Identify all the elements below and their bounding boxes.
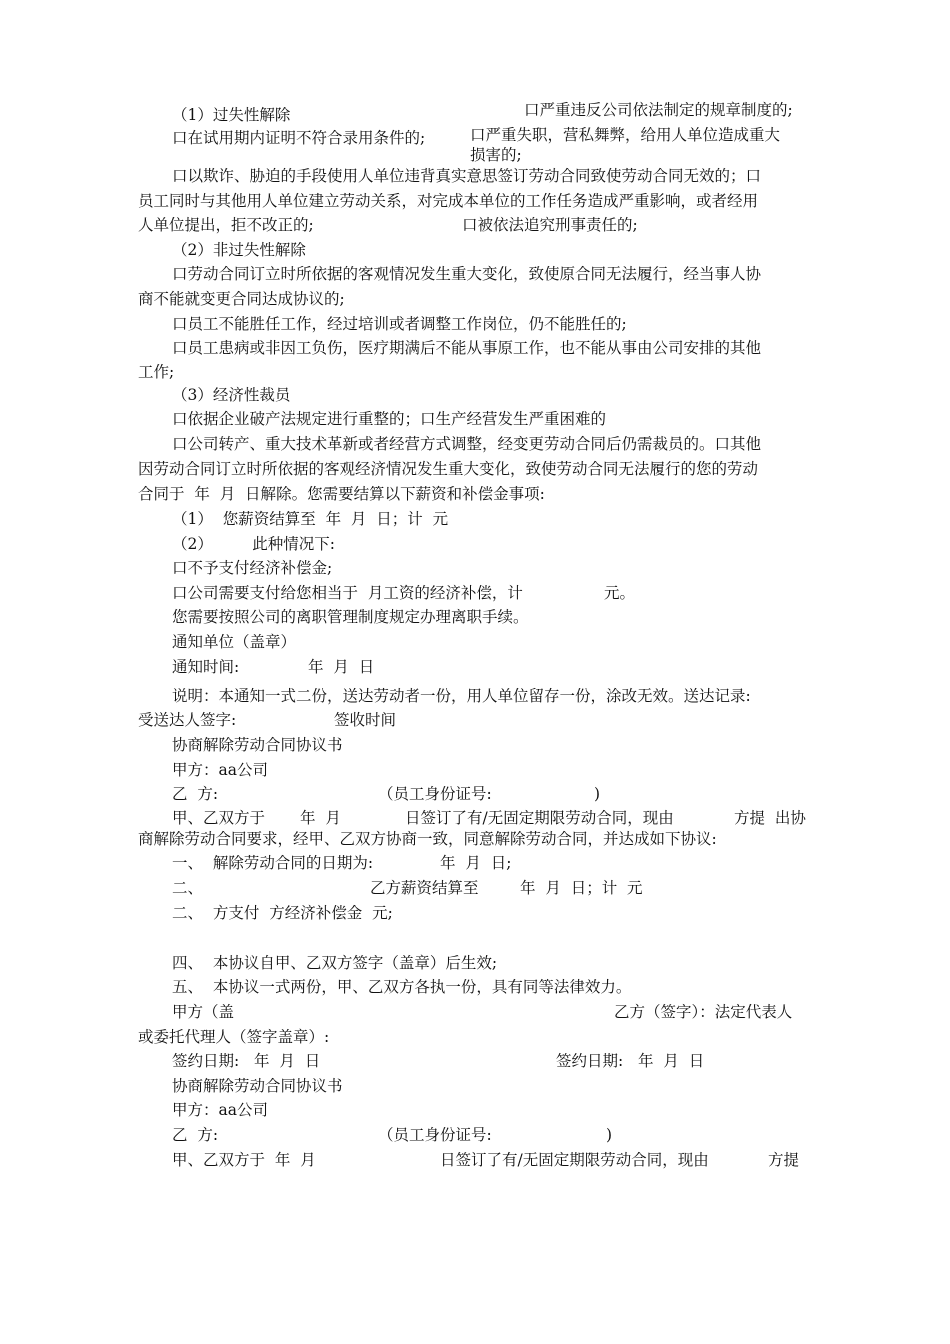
text-line: 口以欺诈、胁迫的手段使用人单位违背真实意思签订劳动合同致使劳动合同无效的；口 — [172, 167, 762, 185]
text-line: 口员工患病或非因工负伤，医疗期满后不能从事原工作，也不能从事由公司安排的其他 — [172, 339, 762, 357]
agreement-title: 协商解除劳动合同协议书 — [172, 736, 343, 754]
text-line: 说明：本通知一式二份，送达劳动者一份，用人单位留存一份，涂改无效。送达记录: — [172, 687, 751, 705]
text-line: 口员工不能胜任工作，经过培训或者调整工作岗位，仍不能胜任的; — [172, 315, 627, 333]
text-line: 口严重违反公司依法制定的规章制度的; — [524, 101, 793, 119]
text-line: 甲、乙双方于 年 月 — [172, 1151, 316, 1169]
text-line: （1） 您薪资结算至 年 月 日；计 元 — [172, 510, 449, 528]
section-heading: （1）过失性解除 — [172, 106, 291, 124]
text-line: 工作; — [138, 363, 175, 381]
agreement-title: 协商解除劳动合同协议书 — [172, 1077, 343, 1095]
text-line: 通知单位（盖章） — [172, 633, 297, 651]
text-line: 元。 — [604, 584, 636, 602]
text-line: 损害的; — [470, 146, 522, 164]
text-line: 合同于 年 月 日解除。您需要结算以下薪资和补偿金事项: — [138, 485, 545, 503]
text-line: 日签订了有/无固定期限劳动合同，现由 — [440, 1151, 709, 1169]
text-line: 人单位提出，拒不改正的; — [138, 216, 314, 234]
text-line: 年 月 — [300, 809, 341, 827]
text-line: 年 月 日；计 元 — [520, 879, 643, 897]
text-line: 甲方：aa公司 — [172, 1101, 268, 1119]
section-heading: （3）经济性裁员 — [172, 386, 291, 404]
text-line: 乙方薪资结算至 — [370, 879, 479, 897]
text-line: 二、 — [172, 879, 204, 897]
text-line: 方提 出协 — [734, 809, 806, 827]
text-line: 年 月 日; — [440, 854, 512, 872]
text-line: 商解除劳动合同要求，经甲、乙双方协商一致，同意解除劳动合同，并达成如下协议: — [138, 830, 717, 848]
text-line: 乙 方: — [172, 1126, 219, 1144]
text-line: 口不予支付经济补偿金; — [172, 559, 333, 577]
text-line: ) — [594, 785, 601, 803]
text-line: 通知时间: — [172, 658, 240, 676]
text-line: 口被依法追究刑事责任的; — [462, 216, 638, 234]
text-line: 方提 — [768, 1151, 800, 1169]
text-line: 年 月 日 — [308, 658, 375, 676]
text-line: 或委托代理人（签字盖章）: — [138, 1028, 330, 1046]
text-line: 口在试用期内证明不符合录用条件的; — [172, 129, 426, 147]
text-line: 甲方：aa公司 — [172, 761, 268, 779]
text-line: 口严重失职，营私舞弊，给用人单位造成重大 — [470, 126, 781, 144]
text-line: 乙方（签字）：法定代表人 — [614, 1003, 793, 1021]
text-line: 甲、乙双方于 — [172, 809, 266, 827]
text-line: 口公司需要支付给您相当于 月工资的经济补偿，计 — [172, 584, 523, 602]
text-line: 因劳动合同订立时所依据的客观经济情况发生重大变化，致使劳动合同无法履行的您的劳动 — [138, 460, 759, 478]
text-line: ) — [606, 1126, 613, 1144]
text-line: （员工身份证号: — [378, 1126, 492, 1144]
text-line: 员工同时与其他用人单位建立劳动关系，对完成本单位的工作任务造成严重影响，或者经用 — [138, 192, 759, 210]
text-line: 受送达人签字: — [138, 711, 237, 729]
text-line: 签收时间 — [334, 711, 397, 729]
text-line: 口公司转产、重大技术革新或者经营方式调整，经变更劳动合同后仍需裁员的。口其他 — [172, 435, 762, 453]
text-line: 口劳动合同订立时所依据的客观情况发生重大变化，致使原合同无法履行，经当事人协 — [172, 265, 762, 283]
text-line: 一、 解除劳动合同的日期为: — [172, 854, 374, 872]
section-heading: （2）非过失性解除 — [172, 241, 306, 259]
text-line: 四、 本协议自甲、乙双方签字（盖章）后生效; — [172, 954, 498, 972]
text-line: 您需要按照公司的离职管理制度规定办理离职手续。 — [172, 608, 529, 626]
text-line: 日签订了有/无固定期限劳动合同，现由 — [405, 809, 674, 827]
text-line: （员工身份证号: — [378, 785, 492, 803]
text-line: 甲方（盖 — [172, 1003, 235, 1021]
text-line: 签约日期: 年 月 日 — [556, 1052, 705, 1070]
text-line: 签约日期: 年 月 日 — [172, 1052, 321, 1070]
text-line: 乙 方: — [172, 785, 219, 803]
text-line: 五、 本协议一式两份，甲、乙双方各执一份，具有同等法律效力。 — [172, 978, 632, 996]
text-line: 二、 方支付 方经济补偿金 元; — [172, 904, 393, 922]
text-line: 商不能就变更合同达成协议的; — [138, 290, 345, 308]
text-line: （2） 此种情况下: — [172, 535, 336, 553]
text-line: 口依据企业破产法规定进行重整的；口生产经营发生严重困难的 — [172, 410, 607, 428]
